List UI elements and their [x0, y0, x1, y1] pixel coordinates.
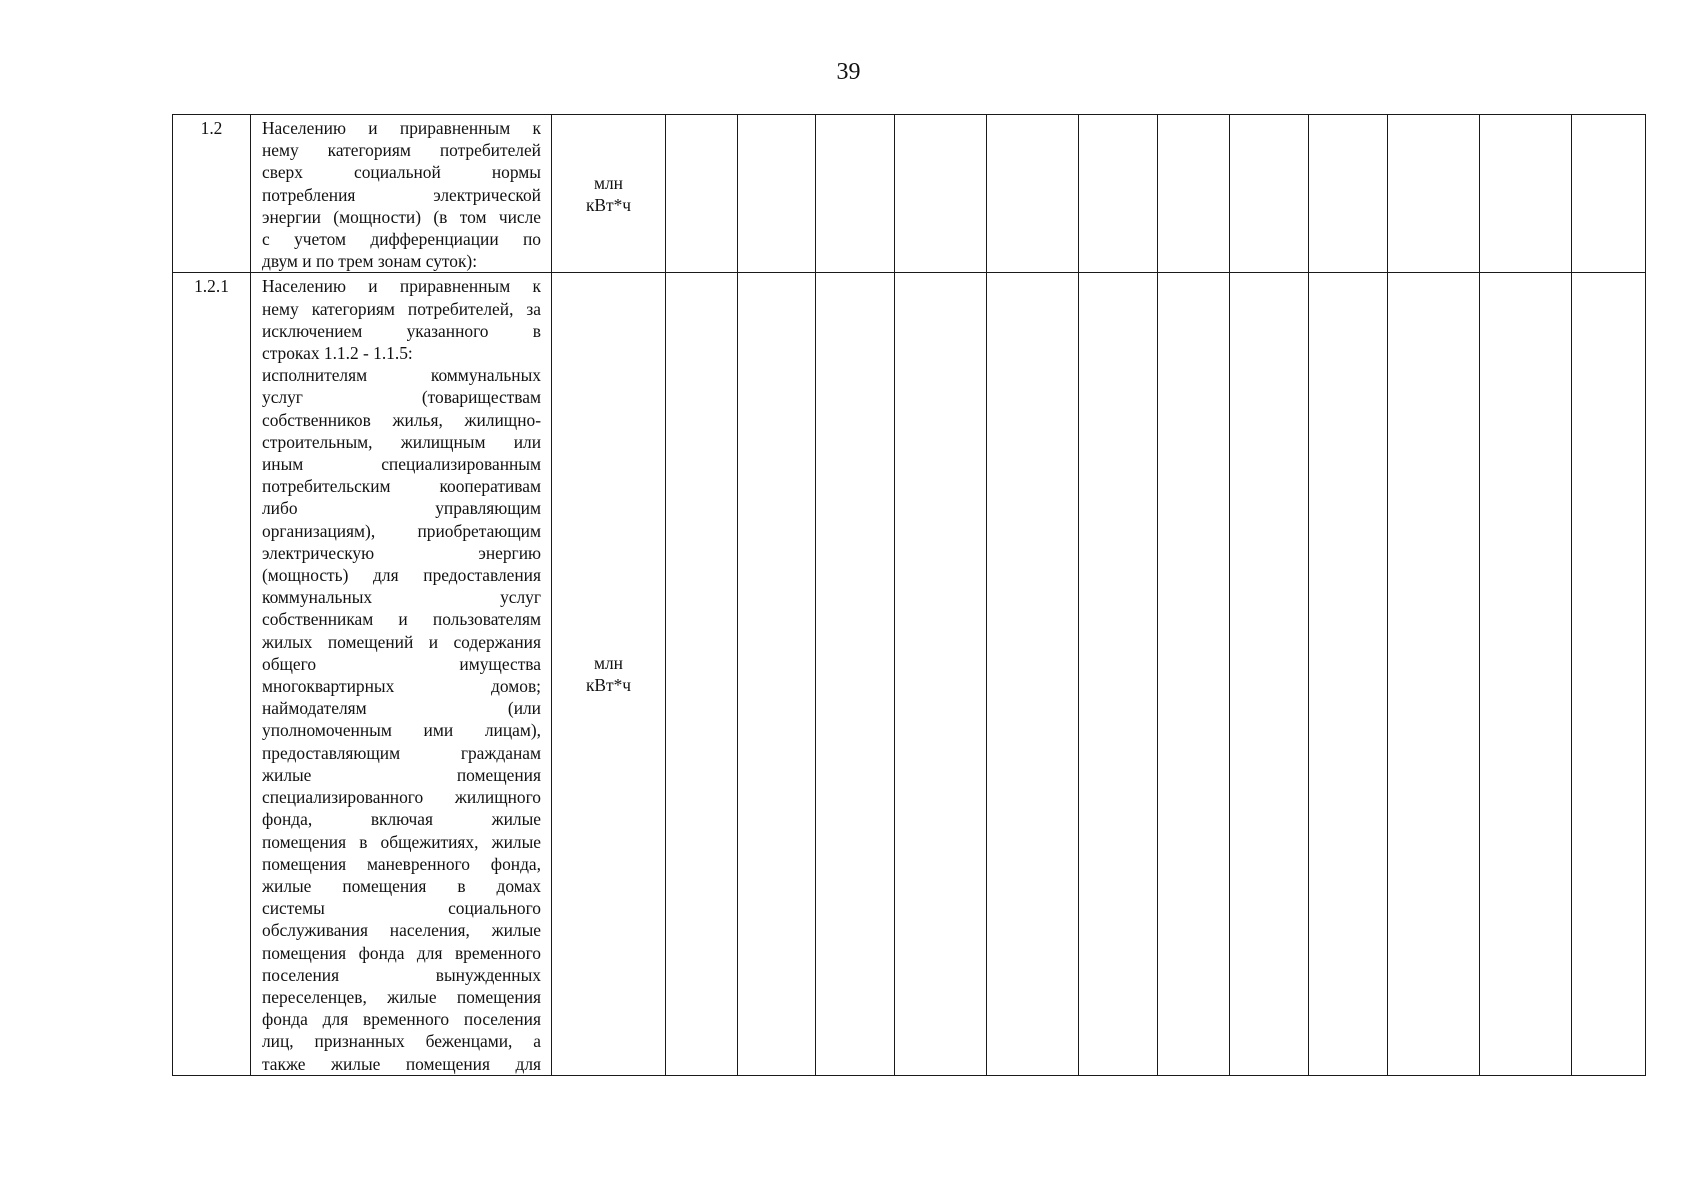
table-row [173, 115, 1646, 273]
description-line: исполнителям коммунальных [262, 365, 541, 386]
description-line: наймодателям (или [262, 698, 541, 719]
description-line: услуг (товариществам [262, 387, 541, 408]
value-cell [1079, 273, 1158, 1075]
description-line: нему категориям потребителей, за [262, 298, 541, 319]
description-line: также жилые помещения для [262, 1053, 541, 1074]
value-cell [666, 115, 738, 273]
value-cell [1309, 273, 1388, 1075]
row-unit [552, 115, 666, 273]
value-cell [895, 115, 987, 273]
value-cell [1158, 115, 1230, 273]
description-line: помещения в общежитиях, жилые [262, 831, 541, 852]
row-description [251, 273, 552, 1075]
description-line: с учетом дифференциации по [262, 229, 541, 250]
description-line: общего имущества [262, 653, 541, 674]
description-line: жилые помещения [262, 764, 541, 785]
description-line: Населению и приравненным к [262, 276, 541, 297]
page-number: 39 [836, 59, 861, 85]
value-cell [1230, 115, 1309, 273]
description-line: нему категориям потребителей [262, 140, 541, 161]
description-line: поселения вынужденных [262, 964, 541, 985]
value-cell [1572, 273, 1646, 1075]
description-line: строках 1.1.2 - 1.1.5: [262, 343, 413, 364]
value-cell [816, 115, 895, 273]
row-number: 1.2.1 [173, 273, 251, 1075]
description-line: потребления электрической [262, 184, 541, 205]
unit-line: млн [594, 652, 623, 673]
description-line: собственников жилья, жилищно- [262, 409, 541, 430]
row-unit [552, 273, 666, 1075]
row-number: 1.2 [173, 115, 251, 273]
description-line: организациям), приобретающим [262, 520, 541, 541]
description-line: жилых помещений и содержания [262, 631, 541, 652]
description-line: предоставляющим гражданам [262, 742, 541, 763]
description-line: коммунальных услуг [262, 587, 541, 608]
description-line: специализированного жилищного [262, 787, 541, 808]
description-line: двум и по трем зонам суток): [262, 251, 478, 272]
value-cell [1230, 273, 1309, 1075]
description-line: Населению и приравненным к [262, 118, 541, 138]
description-line: помещения фонда для временного [262, 942, 541, 963]
value-cell [895, 273, 987, 1075]
value-cell [1388, 273, 1480, 1075]
description-line: помещения маневренного фонда, [262, 853, 541, 874]
description-line: либо управляющим [262, 498, 541, 519]
description-line: энергии (мощности) (в том числе [262, 206, 541, 227]
description-line: обслуживания населения, жилые [262, 920, 541, 941]
row-description [251, 115, 552, 273]
value-cell [1079, 115, 1158, 273]
value-cell [666, 273, 738, 1075]
description-line: жилые помещения в домах [262, 875, 541, 896]
value-cell [987, 115, 1079, 273]
description-line: собственникам и пользователям [262, 609, 541, 630]
unit-line: кВт*ч [585, 194, 632, 215]
unit-line: кВт*ч [585, 675, 632, 696]
unit-line: млн [594, 172, 623, 193]
value-cell [738, 273, 816, 1075]
value-cell [1480, 273, 1572, 1075]
value-cell [1158, 273, 1230, 1075]
description-line: исключением указанного в [262, 320, 541, 341]
value-cell [1309, 115, 1388, 273]
table-row [173, 273, 1646, 1075]
description-line: уполномоченным ими лицам), [262, 720, 541, 741]
description-line: (мощность) для предоставления [262, 565, 541, 586]
value-cell [1388, 115, 1480, 273]
description-line: сверх социальной нормы [262, 162, 541, 183]
description-line: потребительским кооперативам [262, 476, 541, 497]
description-line: переселенцев, жилые помещения [262, 986, 541, 1007]
description-line: фонда для временного поселения [262, 1009, 541, 1030]
description-line: лиц, признанных беженцами, а [262, 1031, 541, 1052]
description-line: системы социального [262, 898, 541, 919]
value-cell [1480, 115, 1572, 273]
value-cell [1572, 115, 1646, 273]
value-cell [738, 115, 816, 273]
description-line: строительным, жилищным или [262, 431, 541, 452]
description-line: фонда, включая жилые [262, 809, 541, 830]
description-line: электрическую энергию [262, 542, 541, 563]
description-line: иным специализированным [262, 454, 541, 475]
description-line: многоквартирных домов; [262, 676, 541, 697]
value-cell [987, 273, 1079, 1075]
data-table [172, 114, 1646, 1076]
value-cell [816, 273, 895, 1075]
